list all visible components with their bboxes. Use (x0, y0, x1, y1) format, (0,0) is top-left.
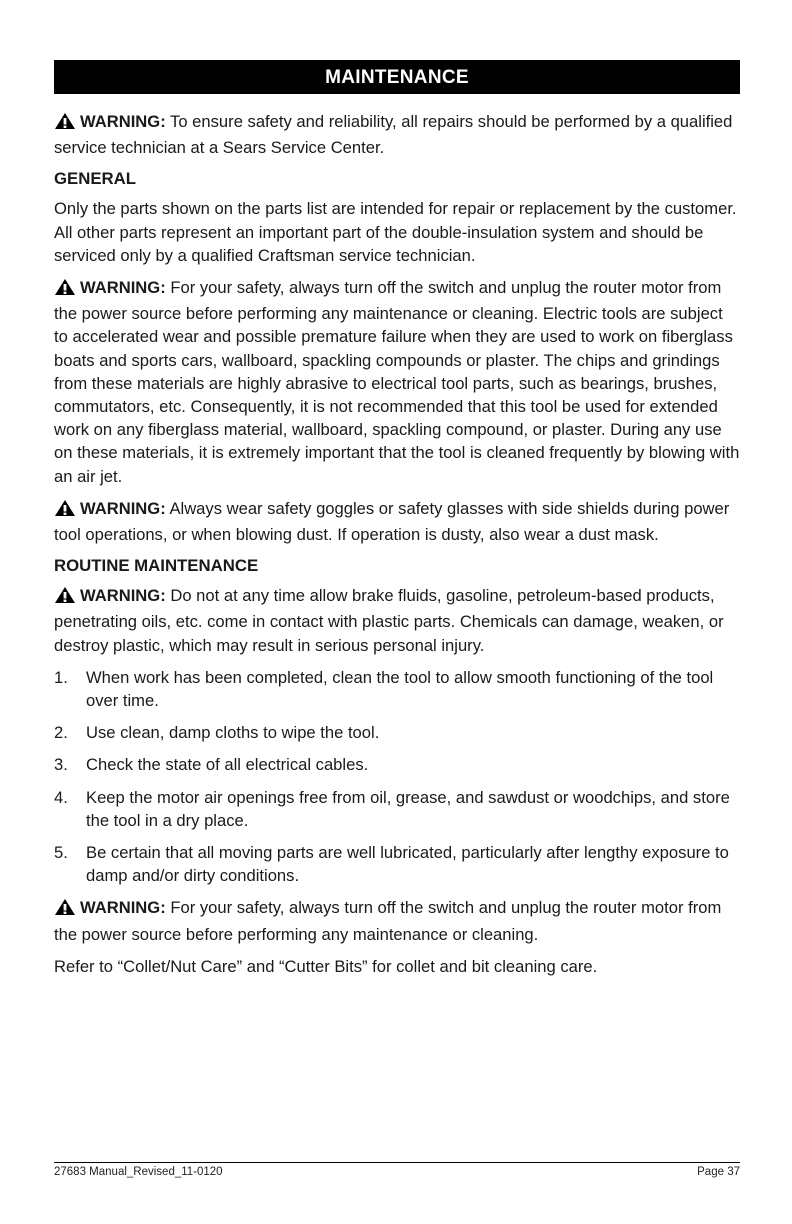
step-number: 5. (54, 843, 68, 863)
step-text: When work has been completed, clean the tool to allow smooth functioning of the tool over time. (86, 667, 714, 711)
warning-goggles (54, 497, 740, 546)
warning-chemicals (54, 584, 740, 657)
warning-triangle-icon (54, 112, 76, 136)
step-number: 2. (54, 723, 68, 743)
step-text: Use clean, damp cloths to wipe the tool. (86, 723, 380, 743)
general-heading: GENERAL (54, 169, 137, 189)
list-item (54, 753, 740, 776)
refer-note: Refer to “Collet/Nut Care” and “Cutter Bits” for collet and bit cleaning care. (54, 956, 598, 976)
step-number: 1. (54, 667, 68, 687)
general-text: Only the parts shown on the parts list are intended for repair or replacement by the customer. All other parts represent an important part of the double-insulation system and should be serviced only by a qualified Craftsman service technician. (54, 199, 737, 265)
warning-text: To ensure safety and reliability, all repairs should be performed by a qualified service technician at a Sears Service Center. (54, 112, 733, 158)
section-title-bar (54, 60, 740, 94)
step-number: 4. (54, 787, 68, 807)
warning-label: WARNING: (80, 112, 166, 131)
warning-label: WARNING: (80, 898, 166, 918)
step-text: Be certain that all moving parts are well lubricated, particularly after lengthy exposure to damp and/or dirty conditions. (86, 843, 729, 886)
warning-intro (54, 110, 740, 159)
warning-text: Always wear safety goggles or safety glasses with side shields during power tool operations, or when blowing dust. If operation is dusty, also wear a dust mask. (54, 498, 730, 545)
list-item (54, 666, 740, 712)
warning-label: WARNING: (80, 586, 166, 606)
warning-triangle-icon (54, 499, 76, 523)
section-title: MAINTENANCE (325, 67, 469, 88)
warning-unplug-abrasive (54, 276, 740, 488)
list-item (54, 721, 740, 744)
step-text: Keep the motor air openings free from oil, grease, and sawdust or woodchips, and store the tool in a dry place. (86, 787, 730, 830)
list-item (54, 841, 740, 887)
manual-page (54, 60, 740, 987)
warning-text: For your safety, always turn off the switch and unplug the router motor from the power source before performing any maintenance or cleaning. (54, 898, 722, 944)
page-number: Page 37 (697, 1166, 740, 1178)
warning-label: WARNING: (80, 278, 166, 298)
warning-triangle-icon (54, 586, 76, 610)
warning-triangle-icon (54, 898, 76, 922)
warning-triangle-icon (54, 278, 76, 302)
step-text: Check the state of all electrical cables. (86, 755, 369, 775)
routine-steps-list (54, 666, 740, 888)
routine-maintenance-heading: ROUTINE MAINTENANCE (54, 556, 259, 576)
list-item (54, 786, 740, 832)
warning-final-unplug (54, 896, 740, 945)
warning-text: For your safety, always turn off the switch and unplug the router motor from the power source before performing any maintenance or cleaning. Electric tools are subject to accelerated wear and possible premature failure when they are used to work on fiberglass boats and sports cars, wallboard, spackling compounds or plaster. The chips and grindings from these materials are highly abrasive to electrical tool parts, such as bearings, brushes, commutators, etc. Consequently, it is not recommended that this tool be used for extended work on any fiberglass material, wallboard, spackling compound, or plaster. During any use on these materials, it is extremely important that the tool is cleaned frequently by blowing with an air jet. (54, 278, 740, 486)
step-number: 3. (54, 755, 68, 775)
warning-label: WARNING: (80, 498, 166, 518)
warning-text: Do not at any time allow brake fluids, gasoline, petroleum-based products, penetrating oils, etc. come in contact with plastic parts. Chemicals can damage, weaken, or destroy plastic, which may result in serious personal injury. (54, 586, 724, 655)
document-id: 27683 Manual_Revised_11-0120 (54, 1166, 223, 1178)
page-footer (54, 1162, 740, 1178)
